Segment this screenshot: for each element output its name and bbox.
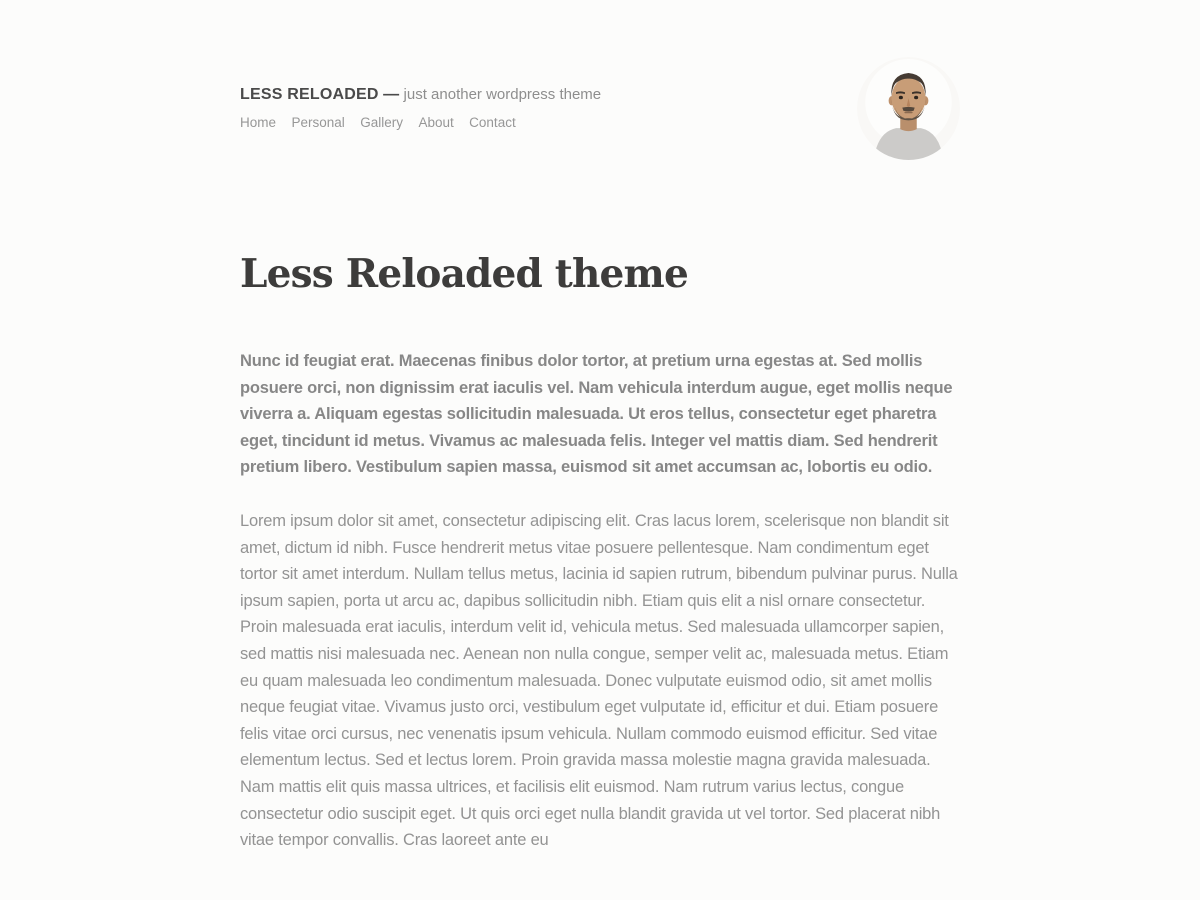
avatar xyxy=(857,57,960,160)
post-title[interactable]: Less Reloaded theme xyxy=(240,251,689,297)
nav-item-about[interactable]: About xyxy=(418,115,454,130)
site-tagline: just another wordpress theme xyxy=(403,86,602,103)
site-title-separator: — xyxy=(383,86,400,103)
post-body-paragraph: Lorem ipsum dolor sit amet, consectetur adipiscing elit. Cras lacus lorem, scelerisque non blandit sit amet, dictum id nibh. Fusce hendrerit metus vitae posuere pellentesque. Nam condimentum eget tortor sit amet interdum. Nullam tellus metus, lacinia id sapien rutrum, bibendum pulvinar purus. Nulla ipsum sapien, porta ut arcu ac, dapibus sollicitudin nibh. Etiam quis elit a nisl ornare consectetur. Proin malesuada erat iaculis, interdum velit id, vehicula metus. Sed malesuada ullamcorper sapien, sed mattis nisi malesuada nec. Aenean non nulla congue, semper velit ac, malesuada metus. Etiam eu quam malesuada leo condimentum malesuada. Donec vulputate euismod odio, sit amet mollis neque feugiat vitae. Vivamus justo orci, vestibulum eget vulputate id, efficitur et dui. Etiam posuere felis vitae orci cursus, nec venenatis ipsum vehicula. Nullam commodo euismod efficitur. Sed vitae elementum lectus. Sed et lectus lorem. Proin gravida massa molestie magna gravida malesuada. Nam mattis elit quis massa ultrices, et facilisis elit euismod. Nam rutrum varius lectus, congue consectetur odio suscipit eget. Ut quis orci eget nulla blandit gravida ut vel tortor. Sed placerat nibh vitae tempor convallis. Cras laoreet ante eu xyxy=(240,511,958,850)
nav-item-contact[interactable]: Contact xyxy=(469,115,516,130)
main-content xyxy=(240,251,960,854)
nav-item-gallery[interactable]: Gallery xyxy=(360,115,403,130)
main-nav xyxy=(240,114,601,132)
post-lead-paragraph: Nunc id feugiat erat. Maecenas finibus dolor tortor, at pretium urna egestas at. Sed mollis posuere orci, non dignissim erat iaculis vel. Nam vehicula interdum augue, eget mollis neque viverra a. Aliquam egestas sollicitudin malesuada. Ut eros tellus, consectetur eget pharetra eget, tincidunt id metus. Vivamus ac malesuada felis. Integer vel mattis diam. Sed hendrerit pretium libero. Vestibulum sapien massa, euismod sit amet accumsan ac, lobortis eu odio. xyxy=(240,352,953,477)
site-branding xyxy=(240,57,601,132)
page-container xyxy=(240,0,960,854)
site-title-line xyxy=(240,85,601,105)
nav-item-personal[interactable]: Personal xyxy=(291,115,345,130)
man-portrait-icon xyxy=(857,57,960,160)
nav-item-home[interactable]: Home xyxy=(240,115,277,130)
site-header xyxy=(240,0,960,160)
site-title[interactable]: LESS RELOADED xyxy=(240,86,379,103)
